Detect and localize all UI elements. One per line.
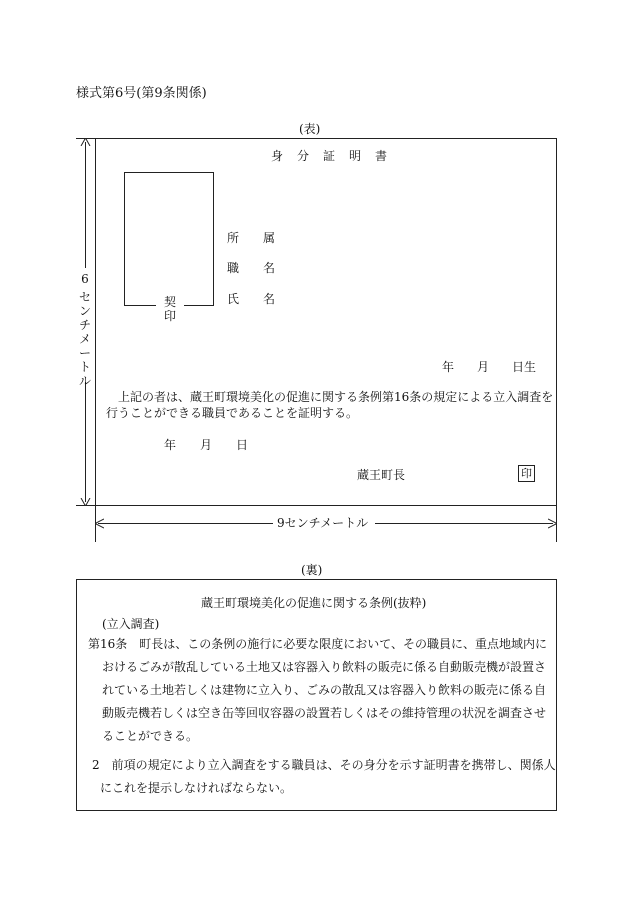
article-line: れている土地若しくは建物に立入り、ごみの散乱又は容器入り飲料の販売に係る自 [102,683,547,697]
front-title: 身 分 証 明 書 [271,149,389,163]
arrow-up-icon [80,138,91,146]
issue-year: 年 [164,438,177,452]
height-label [77,272,93,388]
section-label: (立入調査) [102,617,160,631]
seal-label-char: 印 [163,309,176,323]
height-unit-char: ン [78,304,91,318]
width-dimension-line-left [98,523,273,524]
seal-label [162,295,178,323]
article-line: 動販売機若しくは空き缶等回収容器の設置若しくはその維持管理の状況を調査させ [102,706,547,720]
article-16 [88,633,547,748]
issuer: 蔵王町長 [357,468,406,482]
article-line: 第16条 町長は、この条例の施行に必要な限度において、その職員に、重点地域内に [88,637,548,651]
field-name: 氏 名 [227,292,276,306]
back-title: 蔵王町環境美化の促進に関する条例(抜粋) [201,596,427,610]
height-unit-char: ル [78,374,91,388]
photo-box [124,172,214,306]
article-line: ることができる。 [102,729,199,743]
certify-line-1: 上記の者は、蔵王町環境美化の促進に関する条例第16条の規定による立入調査を [118,390,554,404]
front-heading: (表) [299,122,321,136]
width-label: 9センチメートル [277,516,369,530]
arrow-left-icon [95,518,104,529]
paragraph-line: にこれを提示しなければならない。 [100,781,293,795]
issue-day: 日 [236,438,249,452]
article-line: おけるごみが散乱している土地又は容器入り飲料の販売に係る自動販売機が設置さ [102,660,547,674]
seal-label-char: 契 [163,295,176,309]
height-unit-char: ー [78,346,91,360]
certify-line-2: 行うことができる職員であることを証明する。 [106,406,359,420]
form-number: 様式第6号(第9条関係) [76,86,207,101]
paragraph-line: 2 前項の規定により立入調査をする職員は、その身分を示す証明書を携帯し、関係人 [92,758,556,772]
official-stamp: 印 [518,465,535,482]
arrow-right-icon [548,518,557,529]
paragraph-2 [92,754,556,800]
field-position: 職 名 [227,261,276,275]
height-unit-char: ト [78,360,91,374]
height-number: 6 [81,272,89,286]
height-unit-char: メ [78,332,91,346]
issue-month: 月 [200,438,213,452]
birth-month: 月 [477,360,490,374]
birth-day: 日生 [512,360,537,374]
height-dimension-line-bottom [85,382,86,502]
arrow-down-icon [80,498,91,506]
height-unit-char: チ [78,318,91,332]
height-unit-char: セ [78,290,91,304]
back-heading: (裏) [301,563,323,577]
field-affiliation: 所 属 [227,231,276,245]
height-dimension-line-top [85,142,86,268]
width-dimension-line-right [375,523,553,524]
birth-year: 年 [442,360,455,374]
